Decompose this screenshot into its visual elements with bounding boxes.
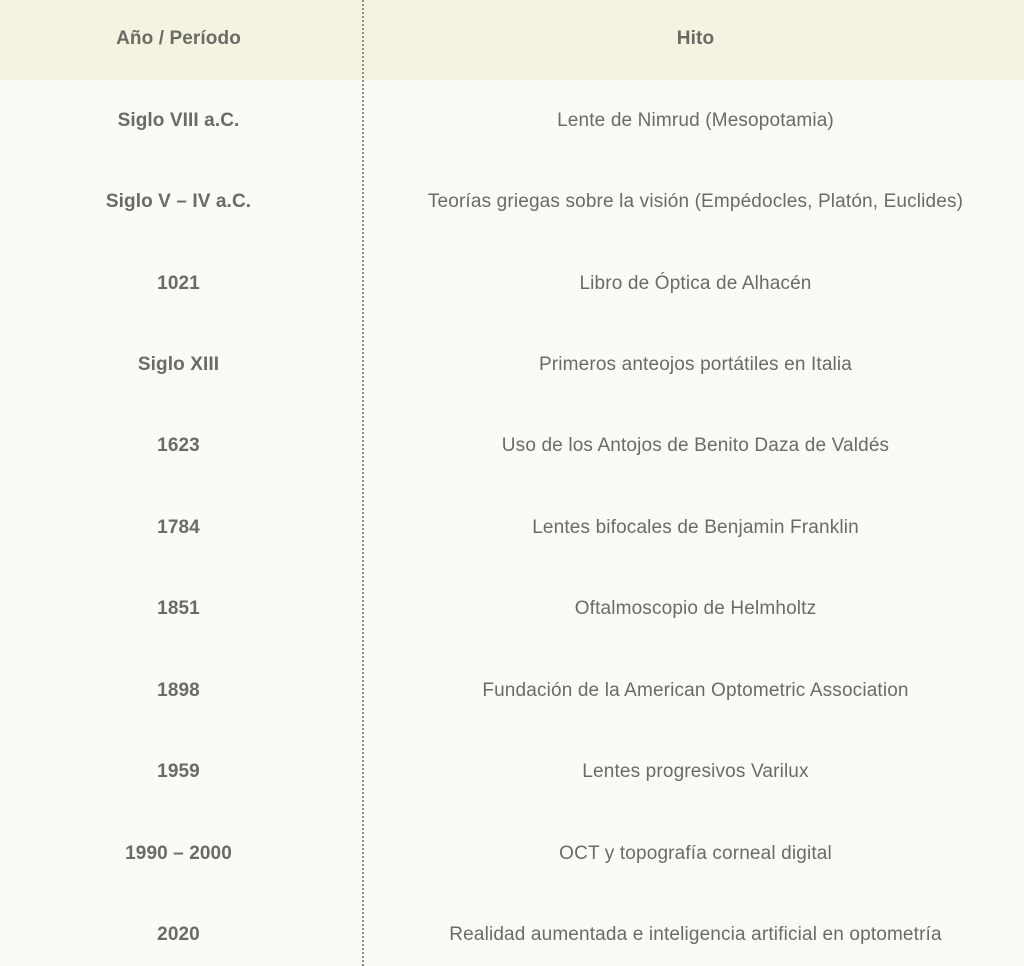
row-milestone: Teorías griegas sobre la visión (Empédocles, Platón, Euclides) (427, 191, 964, 213)
table-row (0, 406, 1024, 487)
header-year: Año / Período (116, 28, 241, 49)
row-milestone: Libro de Óptica de Alhacén (579, 272, 812, 294)
row-year: Siglo VIII a.C. (117, 109, 240, 131)
header-milestone: Hito (676, 28, 715, 49)
table-row (0, 161, 1024, 242)
row-year: 1784 (157, 516, 200, 538)
row-milestone: Realidad aumentada e inteligencia artificial en optometría (449, 924, 942, 946)
row-year: 1021 (157, 272, 200, 294)
row-milestone: OCT y topografía corneal digital (559, 842, 832, 864)
table-row (0, 569, 1024, 650)
table-row (0, 487, 1024, 568)
table-row (0, 324, 1024, 405)
row-year: 1623 (157, 435, 200, 457)
row-milestone: Lentes bifocales de Benjamin Franklin (532, 516, 859, 538)
table-row (0, 894, 1024, 966)
row-milestone: Uso de los Antojos de Benito Daza de Valdés (501, 435, 890, 457)
table-header (0, 0, 1024, 80)
row-milestone: Fundación de la American Optometric Association (482, 679, 909, 701)
row-milestone: Primeros anteojos portátiles en Italia (538, 354, 853, 376)
row-year: 1851 (157, 598, 200, 620)
column-divider (362, 0, 364, 966)
row-year: 1959 (157, 761, 200, 783)
row-year: 1990 – 2000 (125, 842, 232, 864)
row-milestone: Lentes progresivos Varilux (582, 761, 809, 783)
table-row (0, 80, 1024, 161)
table-row (0, 813, 1024, 894)
row-year: Siglo XIII (137, 354, 220, 376)
table-row (0, 650, 1024, 731)
row-year: 2020 (157, 924, 200, 946)
table-row (0, 243, 1024, 324)
row-milestone: Lente de Nimrud (Mesopotamia) (557, 109, 834, 131)
row-year: Siglo V – IV a.C. (105, 191, 252, 213)
table-row (0, 732, 1024, 813)
row-year: 1898 (157, 679, 200, 701)
row-milestone: Oftalmoscopio de Helmholtz (574, 598, 817, 620)
